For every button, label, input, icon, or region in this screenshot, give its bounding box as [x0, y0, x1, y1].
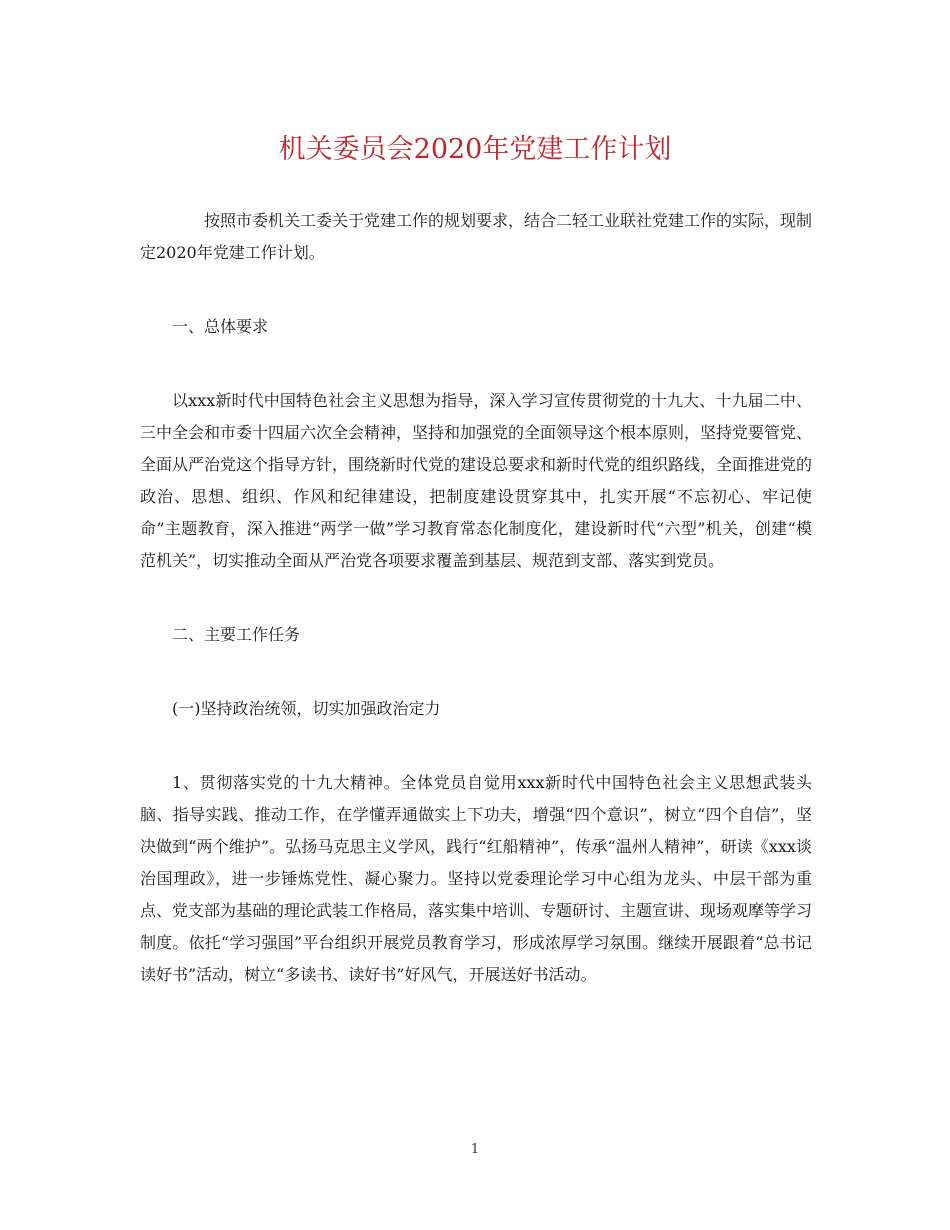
section-heading-main-tasks: 二、主要工作任务 [172, 625, 301, 644]
task-item-1-paragraph: 1、贯彻落实党的十九大精神。全体党员自觉用xxx新时代中国特色社会主义思想武装头脑、指导实践、推动工作，在学懂弄通做实上下功夫，增强“四个意识”，树立“四个自信”，坚决做到“两个维护”。弘扬马克思主义学风，践行“红船精神”，传承“温州人精神”，研读《xxx谈治国理政》，进一步锤炼党性、凝心聚力。坚持以党委理论学习中心组为龙头、中层干部为重点、党支部为基础的理论武装工作格局，落实集中培训、专题研讨、主题宣讲、现场观摩等学习制度。依托“学习强国”平台组织开展党员教育学习，形成浓厚学习氛围。继续开展跟着“总书记读好书”活动，树立“多读书、读好书”好风气，开展送好书活动。 [140, 773, 813, 984]
page-number: 1 [470, 1142, 480, 1157]
document-body [140, 205, 812, 1033]
intro-paragraph: 按照市委机关工委关于党建工作的规划要求，结合二轻工业联社党建工作的实际，现制定2020年党建工作计划。 [140, 211, 813, 262]
general-requirements-paragraph: 以xxx新时代中国特色社会主义思想为指导，深入学习宣传贯彻党的十九大、十九届二中、三中全会和市委十四届六次全会精神，坚持和加强党的全面领导这个根本原则，坚持党要管党、全面从严治党这个指导方针，围绕新时代党的建设总要求和新时代党的组织路线，全面推进党的政治、思想、组织、作风和纪律建设，把制度建设贯穿其中，扎实开展“不忘初心、牢记使命”主题教育，深入推进“两学一做”学习教育常态化制度化，建设新时代“六型”机关，创建“模范机关”，切实推动全面从严治党各项要求覆盖到基层、规范到支部、落实到党员。 [140, 391, 813, 570]
subsection-heading-political-leadership: (一)坚持政治统领，切实加强政治定力 [172, 699, 441, 718]
document-title: 机关委员会2020年党建工作计划 [278, 134, 672, 165]
section-heading-general-requirements: 一、总体要求 [172, 317, 269, 336]
